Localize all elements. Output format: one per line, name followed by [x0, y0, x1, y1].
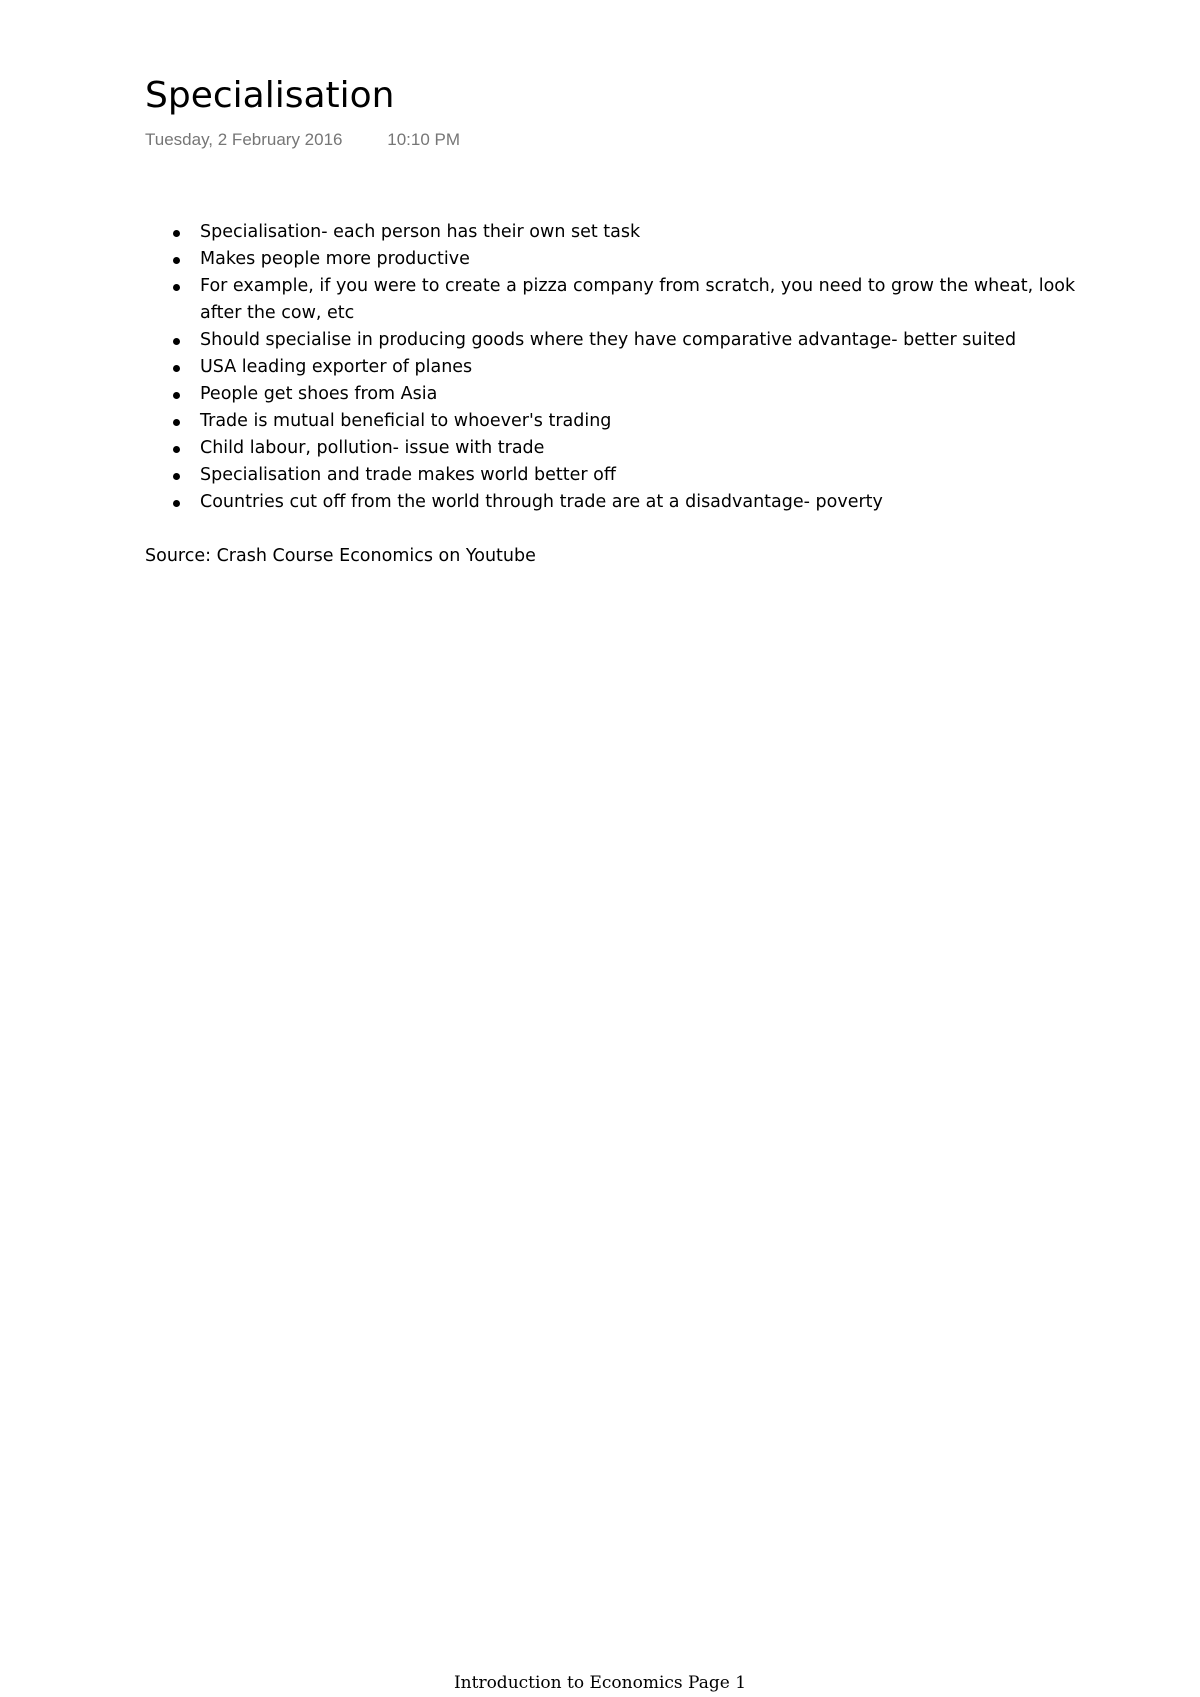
bullet-icon [173, 257, 180, 264]
list-item-text: Should specialise in producing goods where they have comparative advantage- better suited [200, 330, 1017, 350]
bullet-icon [173, 500, 180, 507]
note-date: Tuesday, 2 February 2016 [145, 130, 343, 149]
note-meta [145, 130, 460, 150]
list-item [145, 462, 1085, 489]
bullet-icon [173, 473, 180, 480]
list-item-text: Specialisation- each person has their own set task [200, 222, 641, 242]
list-item-text: Makes people more productive [200, 249, 470, 269]
bullet-icon [173, 446, 180, 453]
list-item [145, 219, 1085, 246]
list-item-text: People get shoes from Asia [200, 384, 438, 404]
source-citation: Source: Crash Course Economics on Youtube [145, 546, 536, 566]
bullet-list [145, 219, 1085, 516]
list-item [145, 354, 1085, 381]
list-item [145, 489, 1085, 516]
bullet-icon [173, 338, 180, 345]
list-item-text: For example, if you were to create a pizza company from scratch, you need to grow the wheat, look after the cow, etc [200, 276, 1076, 323]
list-item-text: Specialisation and trade makes world better off [200, 465, 616, 485]
list-item-text: Trade is mutual beneficial to whoever's trading [200, 411, 612, 431]
list-item [145, 381, 1085, 408]
bullet-icon [173, 419, 180, 426]
list-item [145, 435, 1085, 462]
list-item-text: Child labour, pollution- issue with trade [200, 438, 545, 458]
list-item [145, 273, 1085, 327]
list-item [145, 327, 1085, 354]
list-item-text: Countries cut off from the world through trade are at a disadvantage- poverty [200, 492, 883, 512]
bullet-icon [173, 365, 180, 372]
list-item-text: USA leading exporter of planes [200, 357, 473, 377]
bullet-icon [173, 284, 180, 291]
bullet-icon [173, 392, 180, 399]
page-title: Specialisation [145, 75, 395, 116]
bullet-icon [173, 230, 180, 237]
page-footer: Introduction to Economics Page 1 [453, 1673, 747, 1693]
note-time: 10:10 PM [387, 130, 461, 149]
list-item [145, 408, 1085, 435]
list-item [145, 246, 1085, 273]
